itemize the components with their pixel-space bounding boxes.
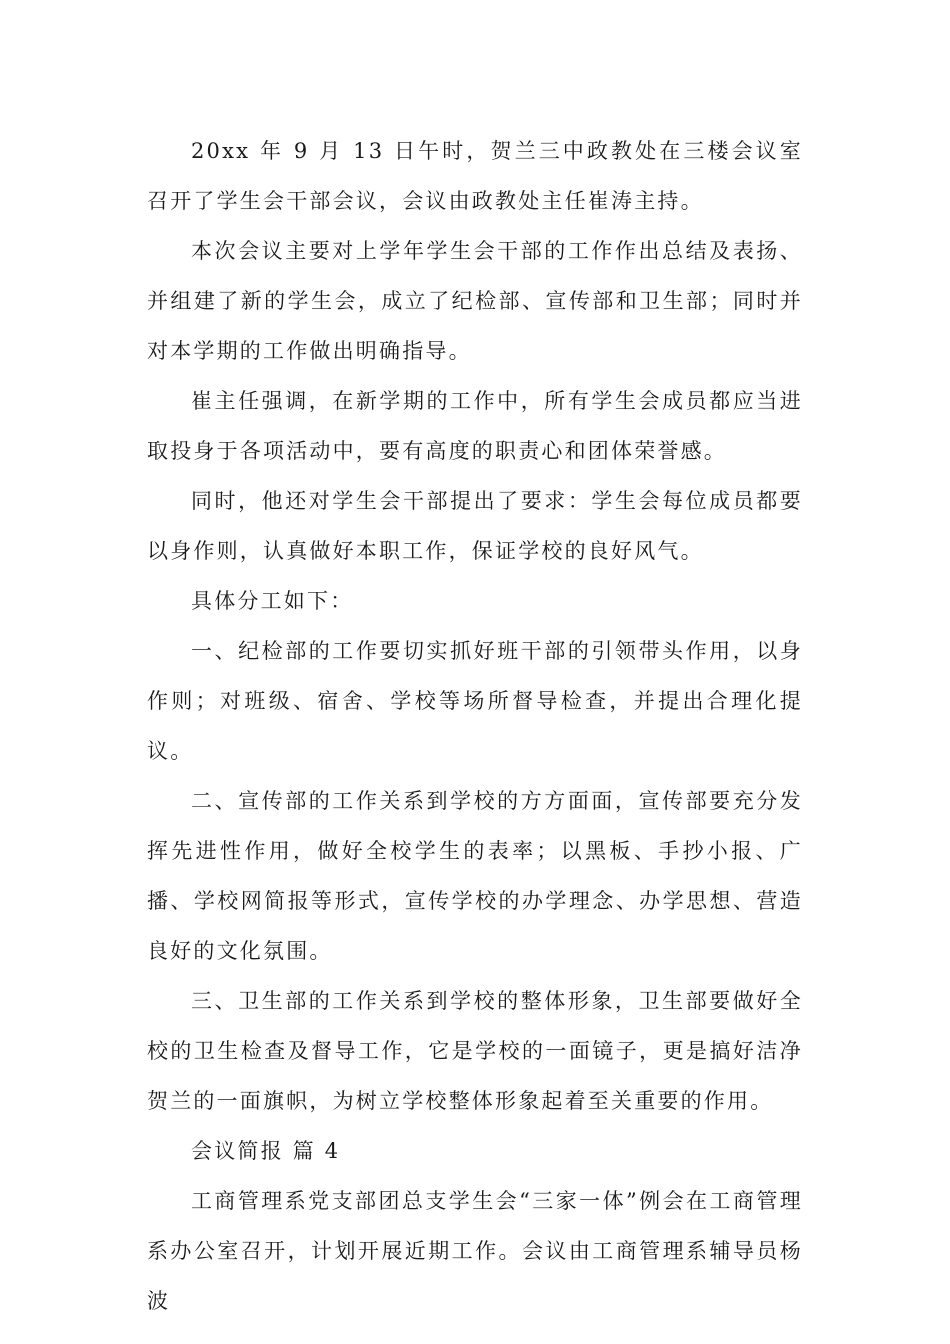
- paragraph-requirements: 同时，他还对学生会干部提出了要求：学生会每位成员都要以身作则，认真做好本职工作，保证学校的良好风气。: [147, 489, 803, 563]
- paragraph-business-dept-meeting: 工商管理系党支部团总支学生会“三家一体”例会在工商管理系办公室召开，计划开展近期工作。会议由工商管理系辅导员杨波: [147, 1189, 803, 1313]
- paragraph-meeting-summary: 本次会议主要对上学年学生会干部的工作作出总结及表扬、并组建了新的学生会，成立了纪检部、宣传部和卫生部；同时并对本学期的工作做出明确指导。: [147, 239, 803, 363]
- section-heading: 会议简报 篇 4: [191, 1139, 341, 1163]
- paragraph-division-heading: 具体分工如下：: [191, 589, 354, 613]
- paragraph-discipline-dept: 一、纪检部的工作要切实抓好班干部的引领带头作用，以身作则；对班级、宿舍、学校等场所督导检查，并提出合理化提议。: [147, 639, 803, 763]
- paragraph-hygiene-dept: 三、卫生部的工作关系到学校的整体形象，卫生部要做好全校的卫生检查及督导工作，它是学校的一面镜子，更是搞好洁净贺兰的一面旗帜，为树立学校整体形象起着至关重要的作用。: [147, 989, 803, 1113]
- paragraph-director-emphasis: 崔主任强调，在新学期的工作中，所有学生会成员都应当进取投身于各项活动中，要有高度的职责心和团体荣誉感。: [147, 389, 803, 463]
- paragraph-publicity-dept: 二、宣传部的工作关系到学校的方方面面，宣传部要充分发挥先进性作用，做好全校学生的表率；以黑板、手抄小报、广播、学校网简报等形式，宣传学校的办学理念、办学思想、营造良好的文化氛围。: [147, 789, 803, 963]
- paragraph-meeting-intro: 20xx 年 9 月 13 日午时，贺兰三中政教处在三楼会议室召开了学生会干部会议，会议由政教处主任崔涛主持。: [147, 139, 803, 213]
- document-body: [147, 126, 803, 1326]
